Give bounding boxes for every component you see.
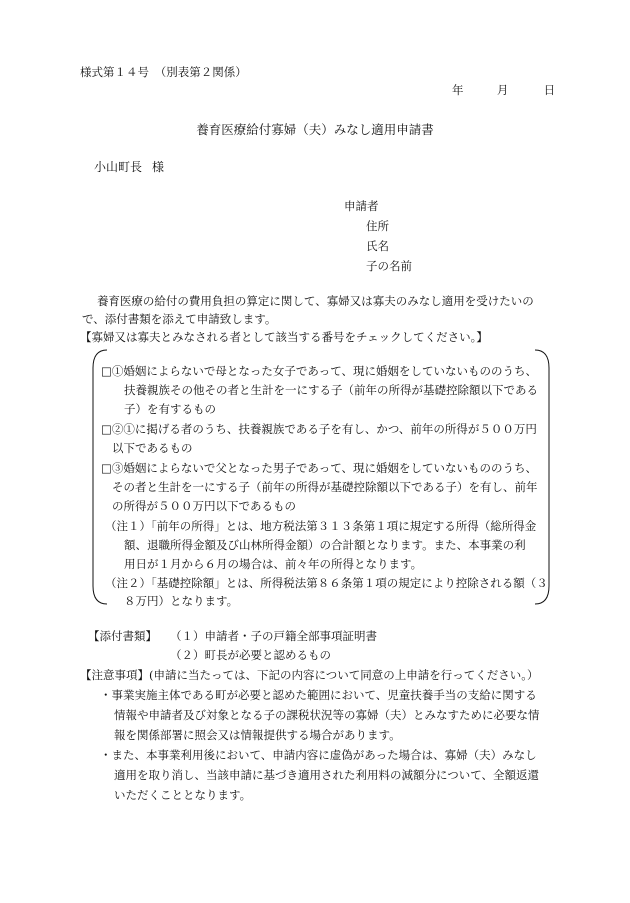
condition-3-line-2: その者と生計を一にする子（前年の所得が基礎控除額以下である子）を有し、前年 xyxy=(112,480,538,494)
note-2-line-2: ８万円）となります。 xyxy=(124,594,239,608)
address-label: 住所 xyxy=(366,219,389,233)
date-year: 年 xyxy=(452,83,464,97)
notice-bullet-2: ・また、本事業利用後において、申請内容に虚偽があった場合は、寡婦（夫）みなし xyxy=(100,748,537,762)
note-1-line-2: 額、退職所得金額及び山林所得金額）の合計額となります。また、本事業の利 xyxy=(124,538,526,552)
child-name-label: 子の名前 xyxy=(366,259,412,273)
attachment-item-1: （１）申請者・子の戸籍全部事項証明書 xyxy=(170,629,377,643)
attachments-label: 【添付書類】 xyxy=(88,629,157,643)
condition-3-line-3: の所得が５００万円以下であるもの xyxy=(112,499,296,513)
addressee xyxy=(94,158,164,175)
conditions-box xyxy=(91,348,551,606)
condition-2-line-2: 以下であるもの xyxy=(112,441,193,455)
attachment-item-2: （２）町長が必要と認めるもの xyxy=(170,648,331,662)
notice-bullet-1: ・事業実施主体である町が必要と認めた範囲において、児童扶養手当の支給に関する xyxy=(100,688,537,702)
notice-bullet-1-line-3: 報を関係部署に照会又は情報提供する場合があります。 xyxy=(114,728,401,742)
condition-3-checkbox[interactable]: □③婚姻によらないで父となった男子であって、現に婚姻をしていないもののうち、 xyxy=(101,461,538,475)
note-2: （注２）「基礎控除額」とは、所得税法第８６条第１項の規定により控除される額（３ xyxy=(105,576,548,590)
form-number: 様式第１４号 （別表第２関係） xyxy=(80,65,247,79)
condition-1-checkbox[interactable]: □①婚姻によらないで母となった女子であって、現に婚姻をしていないもののうち、 xyxy=(101,364,538,378)
date-line xyxy=(452,82,555,98)
notice-bullet-2-line-2: 適用を取り消し、当該申請に基づき適用された利用料の減額分について、全額返還 xyxy=(114,768,540,782)
notice-bullet-1-line-2: 情報や申請者及び対象となる子の課税状況等の寡婦（夫）とみなすために必要な情 xyxy=(114,708,540,722)
notice-label: 【注意事項】(申請に当たっては、下記の内容について同意の上申請を行ってください。） xyxy=(80,668,539,682)
applicant-label: 申請者 xyxy=(344,199,379,213)
addressee-honorific: 様 xyxy=(152,160,165,174)
date-day: 日 xyxy=(543,83,556,97)
date-month: 月 xyxy=(496,83,509,97)
condition-1-line-2: 扶養親族その他その者と生計を一にする子（前年の所得が基礎控除額以下である xyxy=(124,383,538,397)
name-label: 氏名 xyxy=(366,239,389,253)
notice-bullet-2-line-3: いただくこととなります。 xyxy=(114,788,252,802)
condition-2-checkbox[interactable]: □②①に掲げる者のうち、扶養親族である子を有し、かつ、前年の所得が５００万円 xyxy=(101,422,537,436)
instruction-text: 【寡婦又は寡夫とみなされる者として該当する番号をチェックしてください。】 xyxy=(80,330,488,344)
note-1-line-3: 用日が１月から６月の場合は、前々年の所得となります。 xyxy=(124,557,423,571)
intro-paragraph: 養育医療の給付の費用負担の算定に関して、寡婦又は寡夫のみなし適用を受けたいので、添付書類を添えて申請致します。 xyxy=(82,294,534,326)
note-1: （注１）「前年の所得」とは、地方税法第３１３条第１項に規定する所得（総所得金 xyxy=(105,519,537,533)
condition-1-line-3: 子）を有するもの xyxy=(124,402,216,416)
document-title: 養育医療給付寡婦（夫）みなし適用申請書 xyxy=(196,122,434,137)
addressee-name: 小山町長 xyxy=(94,160,143,174)
